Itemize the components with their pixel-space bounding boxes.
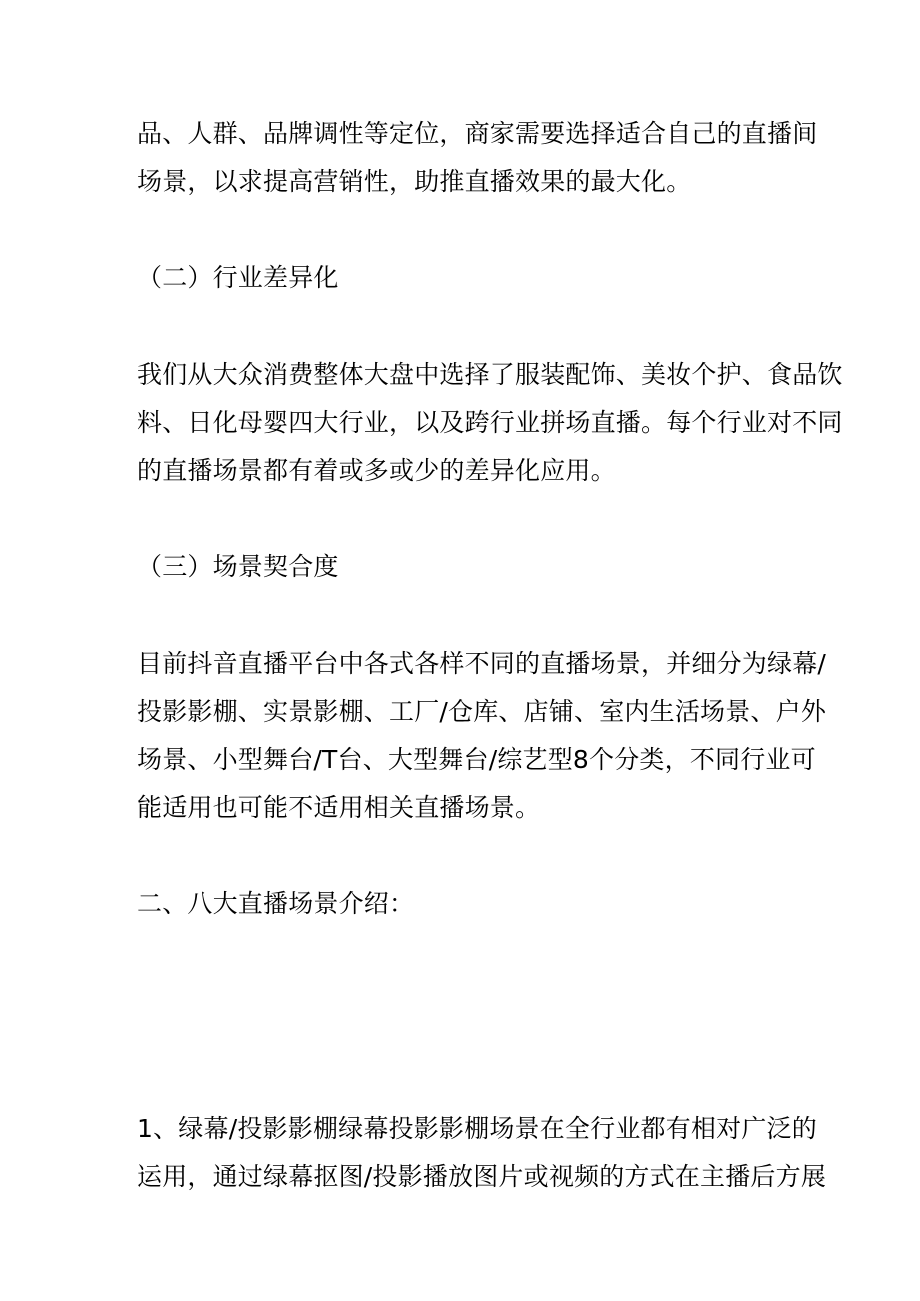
paragraph-line: 场景、小型舞台/T台、大型舞台/综艺型8个分类，不同行业可 xyxy=(137,745,816,774)
paragraph-line: 投影影棚、实景影棚、工厂/仓库、店铺、室内生活场景、户外 xyxy=(137,697,827,726)
section-heading-scene-fit: （三）场景契合度 xyxy=(137,552,339,581)
paragraph-line: 目前抖音直播平台中各式各样不同的直播场景，并细分为绿幕/ xyxy=(137,649,827,678)
paragraph-line: 1、绿幕/投影影棚绿幕投影影棚场景在全行业都有相对广泛的 xyxy=(137,1114,817,1143)
paragraph-line: 我们从大众消费整体大盘中选择了服装配饰、美妆个护、食品饮 xyxy=(137,360,843,389)
paragraph-line: 料、日化母婴四大行业，以及跨行业拼场直播。每个行业对不同 xyxy=(137,408,843,437)
paragraph-line: 运用，通过绿幕抠图/投影播放图片或视频的方式在主播后方展 xyxy=(137,1162,827,1191)
paragraph-line: 场景，以求提高营销性，助推直播效果的最大化。 xyxy=(137,167,692,196)
paragraph-line: 品、人群、品牌调性等定位，商家需要选择适合自己的直播间 xyxy=(137,119,818,148)
paragraph-line: 能适用也可能不适用相关直播场景。 xyxy=(137,793,541,822)
paragraph-line: 的直播场景都有着或多或少的差异化应用。 xyxy=(137,456,616,485)
section-heading-eight-scenes: 二、八大直播场景介绍： xyxy=(137,889,415,918)
section-heading-industry-difference: （二）行业差异化 xyxy=(137,263,339,292)
